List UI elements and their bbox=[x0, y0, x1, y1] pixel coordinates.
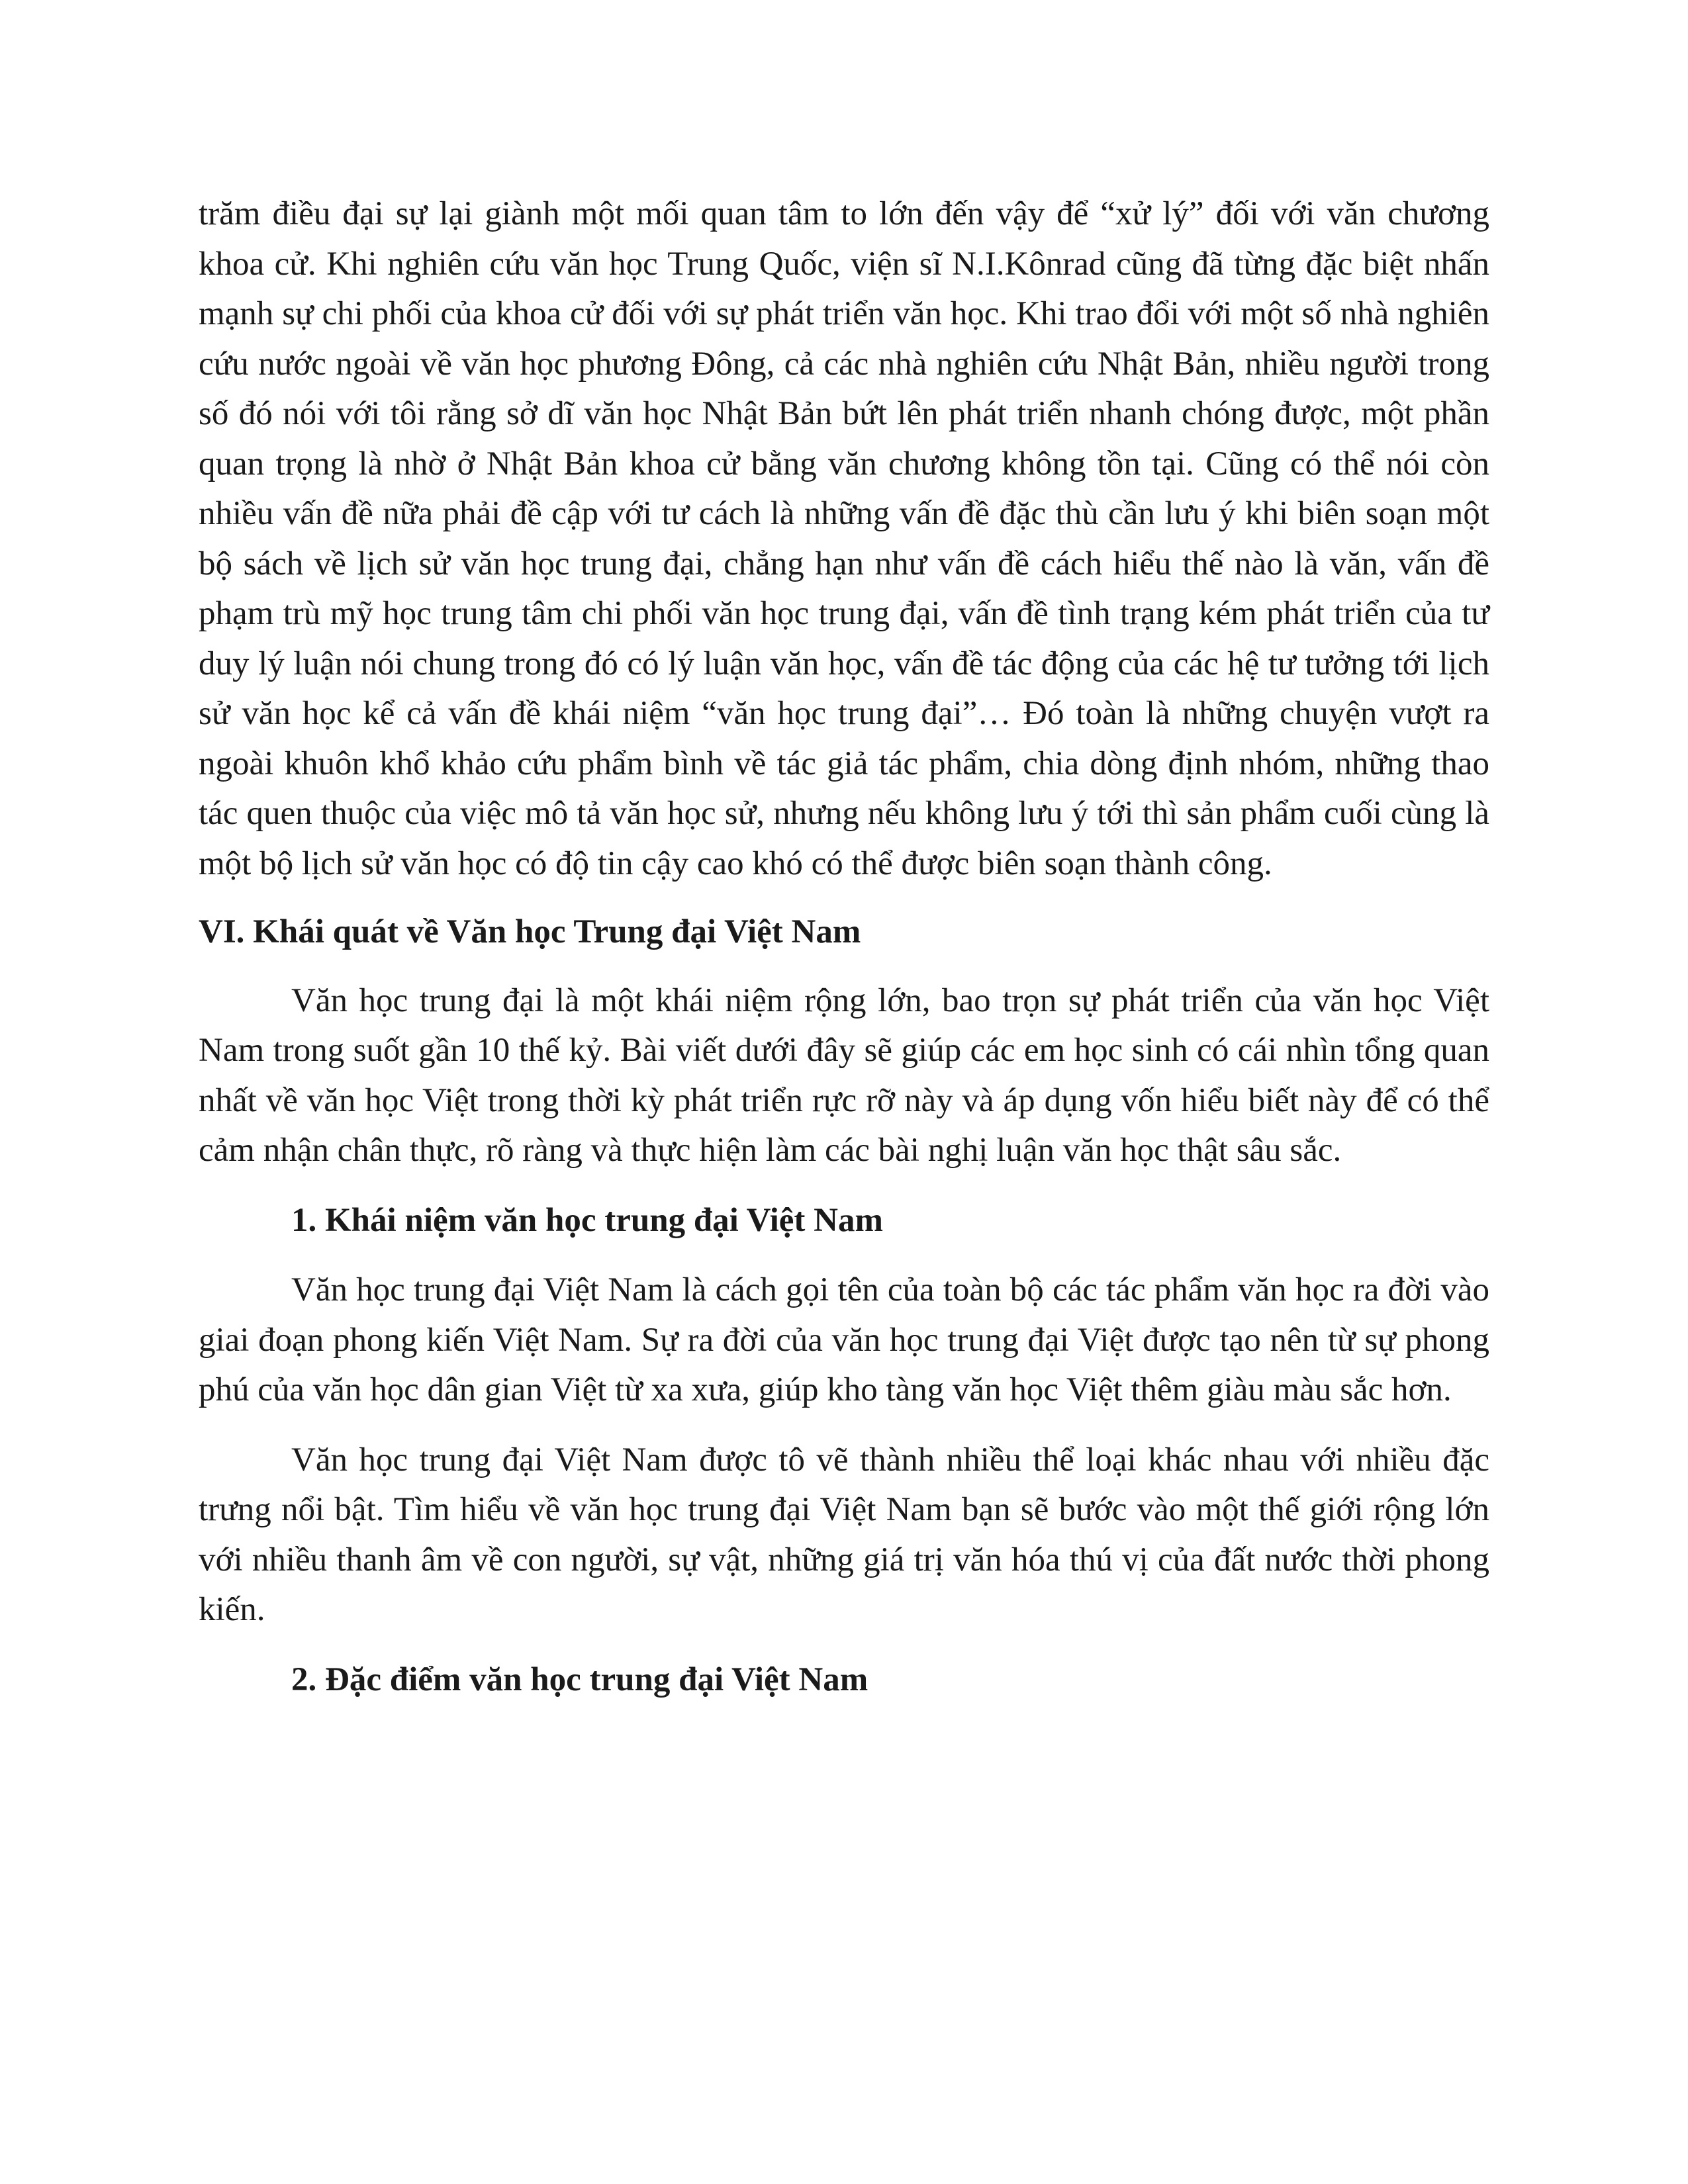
paragraph-continuation: trăm điều đại sự lại giành một mối quan tâm to lớn đến vậy để “xử lý” đối với văn chương khoa cử. Khi nghiên cứu văn học Trung Quốc, viện sĩ N.I.Kônrad cũng đã từng đặc biệt nhấn mạnh sự chi phối của khoa cử đối với sự phát triển văn học. Khi trao đổi với một số nhà nghiên cứu nước ngoài về văn học phương Đông, cả các nhà nghiên cứu Nhật Bản, nhiều người trong số đó nói với tôi rằng sở dĩ văn học Nhật Bản bứt lên phát triển nhanh chóng được, một phần quan trọng là nhờ ở Nhật Bản khoa cử bằng văn chương không tồn tại. Cũng có thể nói còn nhiều vấn đề nữa phải đề cập với tư cách là những vấn đề đặc thù cần lưu ý khi biên soạn một bộ sách về lịch sử văn học trung đại, chẳng hạn như vấn đề cách hiểu thế nào là văn, vấn đề phạm trù mỹ học trung tâm chi phối văn học trung đại, vấn đề tình trạng kém phát triển của tư duy lý luận nói chung trong đó có lý luận văn học, vấn đề tác động của các hệ tư tưởng tới lịch sử văn học kể cả vấn đề khái niệm “văn học trung đại”… Đó toàn là những chuyện vượt ra ngoài khuôn khổ khảo cứu phẩm bình về tác giả tác phẩm, chia dòng định nhóm, những thao tác quen thuộc của việc mô tả văn học sử, nhưng nếu không lưu ý tới thì sản phẩm cuối cùng là một bộ lịch sử văn học có độ tin cậy cao khó có thể được biên soạn thành công. bbox=[199, 195, 1489, 882]
paragraph-intro: Văn học trung đại là một khái niệm rộng lớn, bao trọn sự phát triển của văn học Việt Nam trong suốt gần 10 thế kỷ. Bài viết dưới đây sẽ giúp các em học sinh có cái nhìn tổng quan nhất về văn học Việt trong thời kỳ phát triển rực rỡ này và áp dụng vốn hiểu biết này để có thể cảm nhận chân thực, rõ ràng và thực hiện làm các bài nghị luận văn học thật sâu sắc. bbox=[199, 981, 1489, 1169]
subheading-2: 2. Đặc điểm văn học trung đại Việt Nam bbox=[291, 1661, 868, 1698]
paragraph-concept: Văn học trung đại Việt Nam là cách gọi tên của toàn bộ các tác phẩm văn học ra đời vào giai đoạn phong kiến Việt Nam. Sự ra đời của văn học trung đại Việt được tạo nên từ sự phong phú của văn học dân gian Việt từ xa xưa, giúp kho tàng văn học Việt thêm giàu màu sắc hơn. bbox=[199, 1271, 1489, 1408]
paragraph-genres: Văn học trung đại Việt Nam được tô vẽ thành nhiều thể loại khác nhau với nhiều đặc trưng nổi bật. Tìm hiểu về văn học trung đại Việt Nam bạn sẽ bước vào một thế giới rộng lớn với nhiều thanh âm về con người, sự vật, những giá trị văn hóa thú vị của đất nước thời phong kiến. bbox=[199, 1441, 1489, 1628]
document-page bbox=[199, 189, 1489, 1725]
section-heading-vi: VI. Khái quát về Văn học Trung đại Việt Nam bbox=[199, 913, 861, 950]
subheading-1: 1. Khái niệm văn học trung đại Việt Nam bbox=[291, 1201, 883, 1239]
